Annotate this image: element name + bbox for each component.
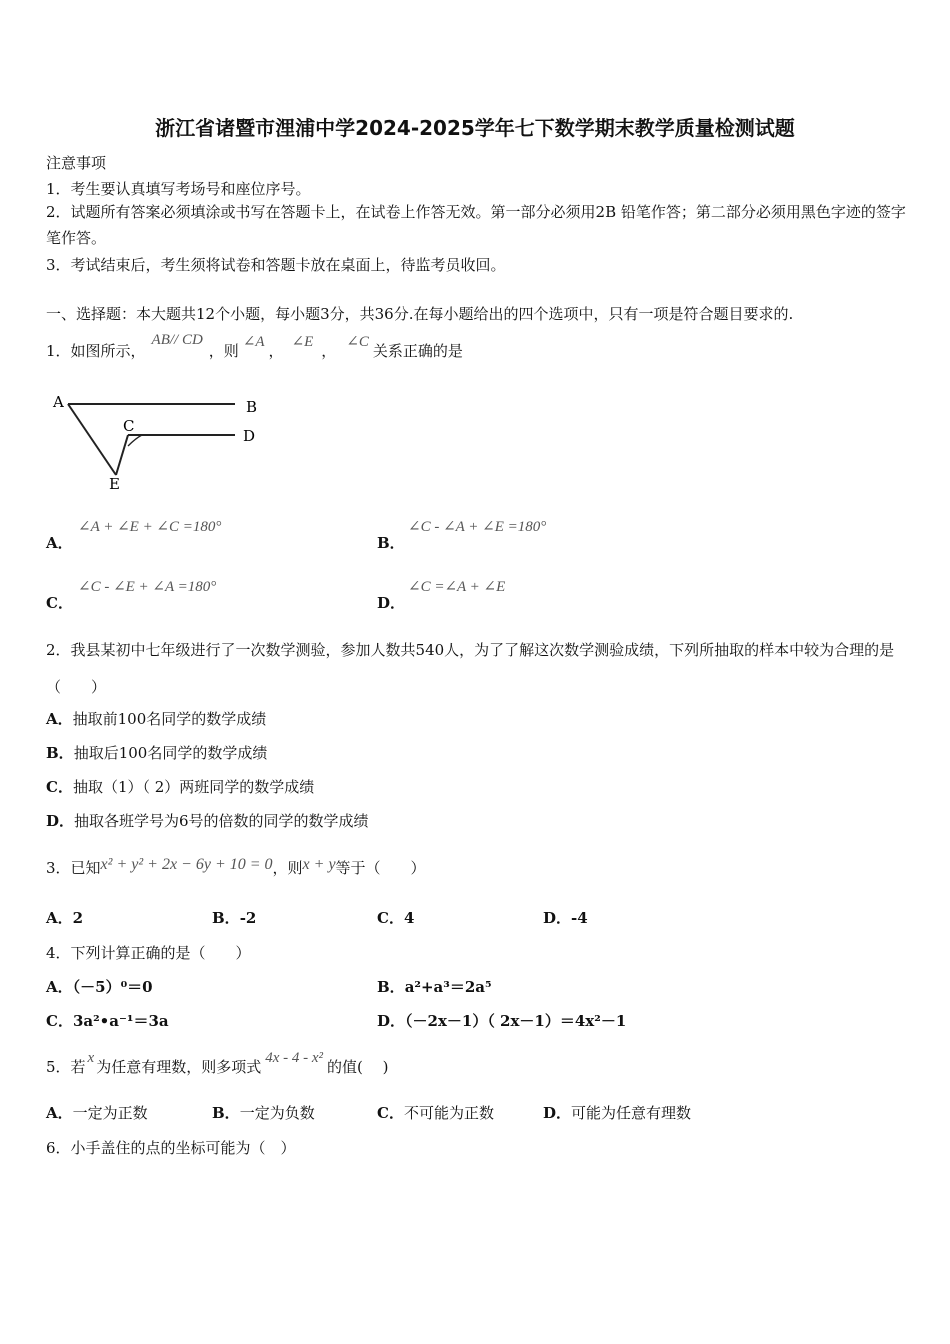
q4-option-a-text: （－5）⁰＝0 xyxy=(72,978,153,996)
q5-mid: 为任意有理数，则多项式 xyxy=(96,1058,262,1076)
q1-prefix: 1．如图所示， xyxy=(46,342,146,360)
q4-option-a[interactable] xyxy=(46,976,153,997)
q5-polynomial: 4x - 4 - x² xyxy=(265,1050,324,1066)
section-heading: 一、选择题：本大题共12个小题，每小题3分，共36分.在每小题给出的四个选项中，只有一项是符合题目要求的. xyxy=(46,305,794,323)
q3-option-d-text: -4 xyxy=(571,909,588,927)
q4-option-c[interactable] xyxy=(46,1010,169,1031)
label-a: A xyxy=(53,393,64,411)
q1-suffix: 关系正确的是 xyxy=(372,342,463,360)
label-d: D xyxy=(243,427,256,445)
q5-option-c[interactable] xyxy=(377,1102,494,1123)
q5-option-a-label: A． xyxy=(46,1104,73,1122)
q4-option-d-label: D． xyxy=(377,1012,406,1030)
q1-figure xyxy=(50,388,280,493)
notice-heading: 注意事项 xyxy=(46,154,107,172)
q2-option-d[interactable] xyxy=(46,810,369,831)
q5-option-d-label: D． xyxy=(543,1104,572,1122)
q1-sep2: ， xyxy=(321,342,337,360)
q5-prefix: 5．若 xyxy=(46,1058,86,1076)
q3-equation: x² + y² + 2x − 6y + 10 = 0 xyxy=(100,856,273,873)
q3-option-a-text: 2 xyxy=(72,909,84,927)
q4-option-a-label: A． xyxy=(46,978,73,996)
q2-option-a[interactable] xyxy=(46,708,266,729)
q5-suffix: 的值( ) xyxy=(327,1058,389,1076)
q5-option-b-text: 一定为负数 xyxy=(239,1104,315,1122)
q2-option-b[interactable] xyxy=(46,742,267,763)
q1-option-a-text[interactable]: ∠A + ∠E + ∠C =180° xyxy=(78,519,222,535)
q3-suffix: 等于（ ） xyxy=(335,859,426,877)
q1-option-b-text[interactable]: ∠C - ∠A + ∠E =180° xyxy=(408,519,547,535)
q1-mid: ，则 xyxy=(208,342,239,360)
q1-option-d-label[interactable]: D． xyxy=(377,594,406,612)
q5-stem xyxy=(46,1050,389,1077)
q4-option-c-text: 3a²•a⁻¹＝3a xyxy=(72,1012,169,1030)
q1-angle-a: ∠A xyxy=(242,334,265,350)
q3-option-d[interactable] xyxy=(543,907,588,928)
q1-option-c-label[interactable]: C． xyxy=(46,594,73,612)
q1-angle-c: ∠C xyxy=(346,334,369,350)
q1-stem xyxy=(46,332,463,361)
q5-option-a-text: 一定为正数 xyxy=(72,1104,148,1122)
q4-stem: 4．下列计算正确的是（ ） xyxy=(46,944,251,962)
q5-option-a[interactable] xyxy=(46,1102,148,1123)
q3-expression: x + y xyxy=(302,856,336,873)
q3-option-d-label: D． xyxy=(543,909,572,927)
label-e: E xyxy=(109,475,120,493)
q4-option-d-text: （－2x－1）（ 2x－1）＝4x²－1 xyxy=(405,1012,627,1030)
q4-option-c-label: C． xyxy=(46,1012,73,1030)
q3-option-a-label: A． xyxy=(46,909,73,927)
q4-option-b-text: a²+a³＝2a⁵ xyxy=(404,978,492,996)
q5-option-b-label: B． xyxy=(212,1104,240,1122)
segment-ec xyxy=(116,435,128,475)
q2-option-b-text: 抽取后100名同学的数学成绩 xyxy=(73,744,268,762)
q3-stem xyxy=(46,857,426,878)
page-title: 浙江省诸暨市浬浦中学2024-2025学年七下数学期末教学质量检测试题 xyxy=(155,116,795,140)
q2-option-a-text: 抽取前100名同学的数学成绩 xyxy=(72,710,267,728)
q3-option-c-label: C． xyxy=(377,909,404,927)
q1-condition: AB// CD xyxy=(151,332,203,348)
q6-stem: 6．小手盖住的点的坐标可能为（ ） xyxy=(46,1139,296,1157)
q5-option-c-text: 不可能为正数 xyxy=(403,1104,494,1122)
q3-prefix: 3．已知 xyxy=(46,859,101,877)
q3-option-b-label: B． xyxy=(212,909,240,927)
q4-option-b[interactable] xyxy=(377,976,492,997)
q3-option-b-text: -2 xyxy=(239,909,257,927)
q2-option-d-text: 抽取各班学号为6号的倍数的同学的数学成绩 xyxy=(74,812,369,830)
q1-option-d-text[interactable]: ∠C =∠A + ∠E xyxy=(408,579,506,595)
q3-option-c[interactable] xyxy=(377,907,414,928)
q1-option-b-label[interactable]: B． xyxy=(377,534,405,552)
q5-variable: x xyxy=(87,1050,95,1066)
angle-c-arc xyxy=(128,435,142,446)
q4-option-d[interactable] xyxy=(377,1010,626,1031)
q3-option-c-text: 4 xyxy=(403,909,415,927)
q5-option-d-text: 可能为任意有理数 xyxy=(571,1104,692,1122)
q1-option-a-label[interactable]: A． xyxy=(46,534,73,552)
q2-option-c-text: 抽取（1）（ 2）两班同学的数学成绩 xyxy=(72,778,315,796)
q2-option-a-label: A． xyxy=(46,710,73,728)
q1-angle-e: ∠E xyxy=(291,334,314,350)
q2-option-b-label: B． xyxy=(46,744,74,762)
q3-mid: ，则 xyxy=(272,859,303,877)
q2-option-c[interactable] xyxy=(46,776,314,797)
q1-option-c-text[interactable]: ∠C - ∠E + ∠A =180° xyxy=(78,579,217,595)
notice-item-2: 2．试题所有答案必须填涂或书写在答题卡上，在试卷上作答无效。第一部分必须用2B 铅笔作答；第二部分必须用黑色字迹的签字笔作答。 xyxy=(46,203,906,247)
q3-option-a[interactable] xyxy=(46,907,83,928)
q1-sep1: ， xyxy=(268,342,284,360)
q3-option-b[interactable] xyxy=(212,907,256,928)
q5-option-b[interactable] xyxy=(212,1102,315,1123)
q2-stem: 2．我县某初中七年级进行了一次数学测验，参加人数共540人，为了了解这次数学测验成绩，下列所抽取的样本中较为合理的是（ ） xyxy=(46,641,895,696)
q4-option-b-label: B． xyxy=(377,978,405,996)
label-b: B xyxy=(246,398,258,416)
label-c: C xyxy=(123,417,135,435)
notice-item-3: 3．考试结束后，考生须将试卷和答题卡放在桌面上，待监考员收回。 xyxy=(46,256,506,274)
q2-option-d-label: D． xyxy=(46,812,75,830)
q5-option-d[interactable] xyxy=(543,1102,691,1123)
q5-option-c-label: C． xyxy=(377,1104,404,1122)
notice-item-1: 1．考生要认真填写考场号和座位序号。 xyxy=(46,180,311,198)
segment-ae xyxy=(68,404,116,475)
q2-option-c-label: C． xyxy=(46,778,73,796)
